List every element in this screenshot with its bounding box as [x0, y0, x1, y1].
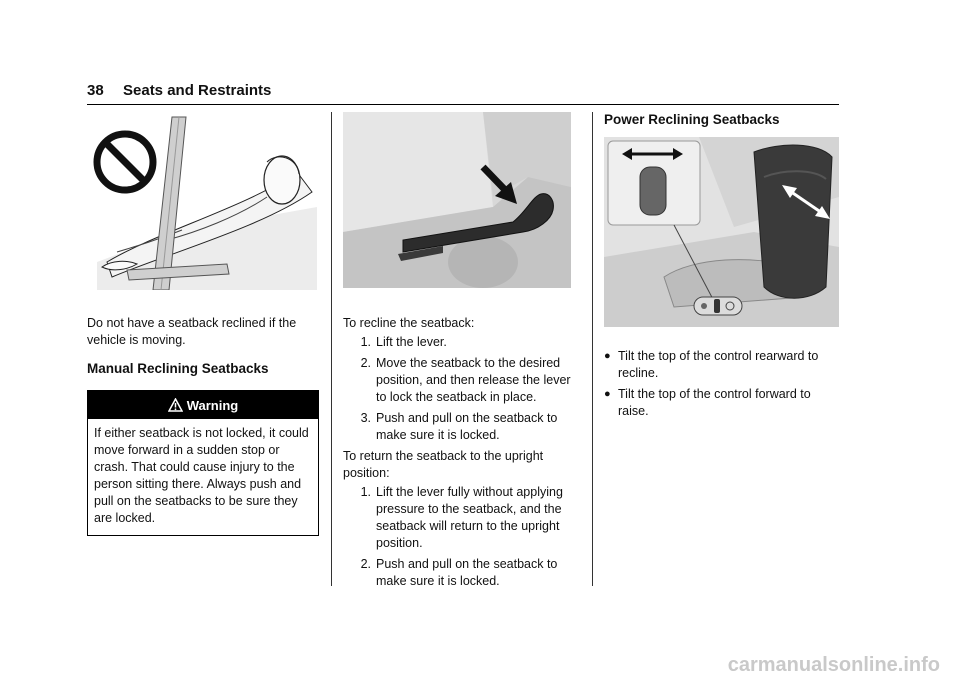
power-reclining-heading: Power Reclining Seatbacks	[604, 112, 780, 127]
list-item: 2. Push and pull on the seatback to make sure it is locked.	[360, 557, 558, 588]
warning-box	[87, 390, 319, 536]
recline-intro: To recline the seatback:	[343, 316, 475, 330]
list-item: 2. Move the seatback to the desired position, and then release the lever to lock the seatback in place.	[360, 356, 571, 404]
warning-header	[88, 391, 318, 419]
caption-text: Do not have a seatback reclined if the vehicle is moving.	[87, 316, 297, 347]
switch-inset	[608, 141, 700, 225]
list-item: 1. Lift the lever.	[360, 335, 447, 349]
power-recline-control-illustration	[604, 137, 839, 327]
manual-recline-lever-illustration	[343, 112, 571, 288]
warning-title: Warning	[186, 397, 239, 413]
column-divider-1	[331, 112, 332, 586]
manual-reclining-heading: Manual Reclining Seatbacks	[87, 361, 269, 376]
header-rule	[87, 104, 839, 105]
prohibited-icon	[97, 134, 153, 190]
return-intro: To return the seatback to the upright position:	[343, 449, 544, 480]
return-steps	[343, 484, 575, 590]
column-right	[604, 112, 840, 424]
page-header	[87, 82, 839, 106]
column-middle	[343, 112, 575, 594]
seat-control-panel	[694, 297, 742, 315]
bullet-icon: ●	[604, 350, 611, 362]
list-item: ● Tilt the top of the control forward to raise.	[604, 387, 811, 418]
column-divider-2	[592, 112, 593, 586]
column-left	[87, 112, 319, 536]
seatback	[754, 145, 832, 298]
power-bullets	[604, 348, 840, 420]
recline-steps	[343, 334, 575, 444]
page-number: 38	[87, 82, 104, 99]
section-title: Seats and Restraints	[123, 82, 272, 99]
reclined-occupant-illustration	[87, 112, 319, 290]
list-item: 1. Lift the lever fully without applying pressure to the seatback, and the seatback will return to the upright position.	[360, 485, 563, 550]
list-item: 3. Push and pull on the seatback to make sure it is locked.	[360, 411, 558, 442]
warning-icon	[168, 398, 183, 412]
bullet-icon: ●	[604, 388, 611, 400]
warning-text: If either seatback is not locked, it could move forward in a sudden stop or crash. That could cause injury to the person sitting there. Always push and pull on the seatbacks to be sure they are locked.	[94, 426, 309, 525]
list-item: ● Tilt the top of the control rearward to recline.	[604, 349, 819, 380]
watermark-text: carmanualsonline.info	[727, 654, 940, 676]
